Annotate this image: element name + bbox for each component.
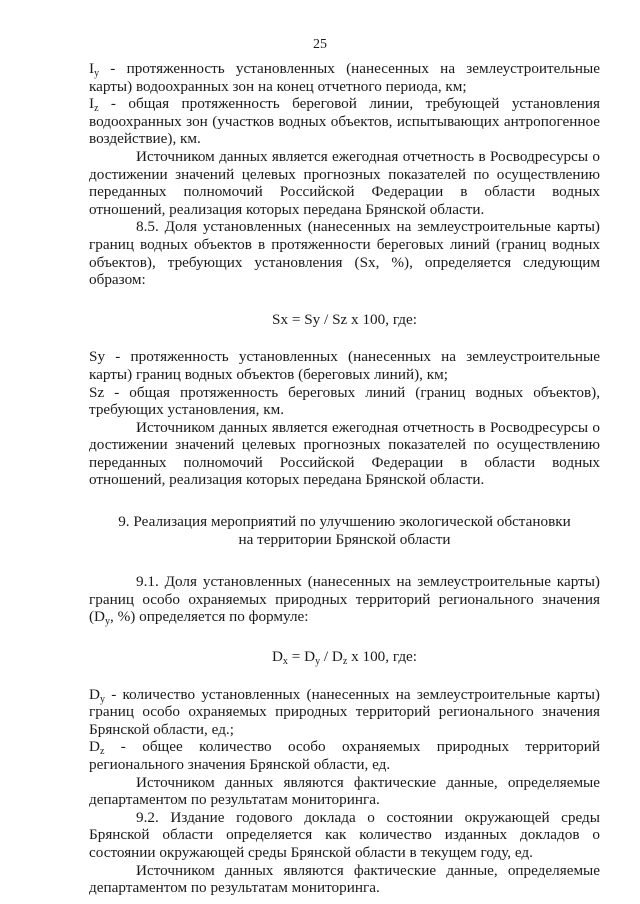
symbol-dy: $D_y$ xyxy=(89,685,105,705)
section-9-1: 9.1. Доля установленных (нанесенных на землеустроительные карты) границ особо охраняемых природных территорий регионального значения ($D_y$, %) определяется по формуле: xyxy=(89,573,600,628)
heading-line-2: на территории Брянской области xyxy=(238,530,451,548)
heading-line-1: 9. Реализация мероприятий по улучшению экологической обстановки xyxy=(118,513,571,531)
formula-sx: Sx = Sy / Sz x 100, где: xyxy=(272,310,417,328)
source-paragraph-1: Источником данных является ежегодная отчетность в Росводресурсы о достижении значений целевых прогнозных показателей по осуществлению переданных полномочий Российской Федерации в области водных отношений, реализация которых передана Брянской области. xyxy=(89,147,600,218)
section-9-2: 9.2. Издание годового доклада о состоянии окружающей среды Брянской области определяется как количество изданных докладов о состоянии окружающей среды Брянской области в текущем году, ед. xyxy=(89,808,600,861)
symbol-iy: $I_y$ xyxy=(89,60,100,79)
page-number: 25 xyxy=(313,37,327,52)
source-paragraph-3: Источником данных являются фактические данные, определяемые департаментом по результатам мониторинга. xyxy=(89,773,600,809)
source-paragraph-2: Источником данных является ежегодная отчетность в Росводресурсы о достижении значений целевых прогнозных показателей по осуществлению переданных полномочий Российской Федерации в области водных отношений, реализация которых передана Брянской области. xyxy=(89,418,600,489)
symbol-dz: $D_z$ xyxy=(89,738,105,758)
definition-sz: Sz - общая протяженность береговых линий (границ водных объектов), требующих установления, км. xyxy=(89,383,600,419)
section-9-heading xyxy=(89,513,600,548)
definition-iy: $I_y$ - протяженность установленных (нанесенных на землеустроительные карты) водоохранных зон на конец отчетного периода, км; xyxy=(89,60,600,95)
symbol-iz: $I_z$ xyxy=(89,95,99,115)
definition-dy: $D_y$ - количество установленных (нанесенных на землеустроительные карты) границ особо охраняемых природных территорий регионального значения Брянской области, ед.; xyxy=(89,685,600,738)
formula-dx: $D_x = D_y / D_z$ x 100, где: xyxy=(271,648,418,668)
page-body xyxy=(89,60,600,897)
definition-sy: Sy - протяженность установленных (нанесенных на землеустроительные карты) границ водных объектов (береговых линий), км; xyxy=(89,348,600,383)
definition-dz: $D_z$ - общее количество особо охраняемых природных территорий регионального значения Брянской области, ед. xyxy=(89,738,600,773)
definition-iz: $I_z$ - общая протяженность береговой линии, требующей установления водоохранных зон (участков водных объектов, испытывающих антропогенное воздействие), км. xyxy=(89,95,600,148)
source-paragraph-4: Источником данных являются фактические данные, определяемые департаментом по результатам мониторинга. xyxy=(89,861,600,897)
section-8-5: 8.5. Доля установленных (нанесенных на землеустроительные карты) границ водных объектов в протяженности береговых линий (границ водных объектов), требующих установления (Sx, %), определяется следующим образом: xyxy=(89,218,600,289)
